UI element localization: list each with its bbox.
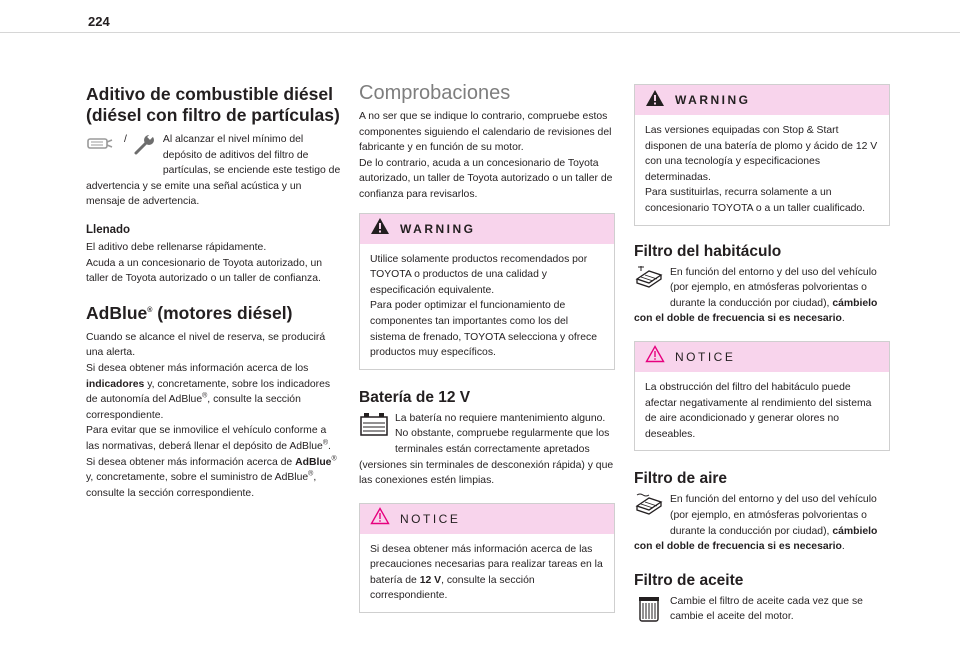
aceite-paragraph <box>634 594 890 625</box>
adblue-p2-reg: ® <box>202 392 208 400</box>
aceite-title: Filtro de aceite <box>634 571 744 589</box>
warning-box-header <box>360 214 614 244</box>
notice-triangle-icon-2 <box>645 345 665 368</box>
column-2 <box>359 84 615 613</box>
adblue-title-reg: ® <box>147 306 153 314</box>
adblue-p3-reg: ® <box>322 439 328 447</box>
notice-box-header <box>360 504 614 534</box>
warning-stopstart-p1: Las versiones equipadas con Stop & Start disponen de una batería de plomo y ácido de 12 V con una tecnología y especificaciones determinadas. <box>645 125 878 183</box>
adblue-p2-b: y, concretamente, sobre los indicadores de autonomía del AdBlue <box>86 378 331 406</box>
adblue-p4-b: y, concretamente, sobre el suministro de AdBlue <box>86 472 309 484</box>
adblue-p3-b: . <box>328 440 331 452</box>
adblue-p4-reg2: ® <box>308 470 314 478</box>
adblue-p2 <box>86 361 342 423</box>
comprobaciones-p2: De lo contrario, acuda a un concesionario de Toyota autorizado, un taller de Toyota autorizado o un taller de confianza para revisarlos. <box>359 157 613 200</box>
aditivo-title-line2: (diésel con filtro de partículas) <box>86 105 340 125</box>
notice-cabin-text: La obstrucción del filtro del habitáculo puede afectar negativamente al rendimiento del sistema de aire acondicionado y generar olores no deseables. <box>645 381 872 440</box>
adblue-p3-a: Para evitar que se inmovilice el vehículo conforme a las normativas, deberá llenar el depósito de AdBlue <box>86 425 327 452</box>
habitaculo-end: . <box>841 313 845 325</box>
adblue-p2-bold: indicadores <box>86 378 145 390</box>
warning-box-products <box>359 213 615 370</box>
comprobaciones-p1: A no ser que se indique lo contrario, compruebe estos componentes siguiendo el calendario de revisiones del fabricante y en función de su motor. <box>359 111 612 154</box>
column-3 <box>634 84 890 631</box>
notice-battery-bold: 12 V <box>419 574 442 586</box>
aditivo-title-line1: Aditivo de combustible diésel <box>86 84 333 104</box>
cabin-filter-icon <box>634 265 664 295</box>
llenado-title: Llenado <box>86 223 131 236</box>
warning-label: WARNING <box>400 221 476 236</box>
column-1 <box>86 84 342 501</box>
notice-box-cabin <box>634 341 890 451</box>
adblue-title <box>86 303 342 324</box>
adblue-p2-a: Si desea obtener más información acerca de los <box>86 362 309 374</box>
llenado-line2: Acuda a un concesionario de Toyota autorizado, un taller de Toyota autorizado o un taller de confianza. <box>86 257 323 285</box>
habitaculo-text: En función del entorno y del uso del vehículo (por ejemplo, en atmósferas polvorientas o durante la conducción por ciudad), <box>670 266 877 309</box>
page-number: 224 <box>88 14 110 29</box>
notice-battery-text <box>370 542 604 604</box>
notice-label-2: NOTICE <box>675 349 736 364</box>
adblue-title-b: (motores diésel) <box>152 302 293 323</box>
habitaculo-paragraph <box>634 265 890 327</box>
adblue-p4-reg: ® <box>331 455 337 463</box>
warning-triangle-icon <box>370 217 390 240</box>
warning-products-p1: Utilice solamente productos recomendados por TOYOTA o productos de una calidad y especificación equivalente. <box>370 253 588 296</box>
adblue-p4-bold: AdBlue <box>295 456 332 468</box>
aditivo-paragraph <box>86 132 342 210</box>
warning-label-2: WARNING <box>675 93 751 107</box>
aire-paragraph <box>634 492 890 554</box>
warning-triangle-icon-2 <box>645 89 665 112</box>
aire-end: . <box>841 541 845 553</box>
aditivo-text: Al alcanzar el nivel mínimo del depósito de aditivos del filtro de partículas, se enciende este testigo de advertencia y se emite una señal acústica y un mensaje de advertencia. <box>86 134 341 208</box>
aire-bold: cámbielo con el doble de frecuencia si es necesario <box>634 525 878 553</box>
notice-box-header-2 <box>635 342 889 372</box>
notice-box-battery <box>359 503 615 613</box>
header-rule <box>0 32 960 33</box>
warning-products-p2: Para poder optimizar el funcionamiento de componentes tan importantes como los del sistema de frenado, TOYOTA selecciona y ofrece productos muy específicos. <box>370 300 597 359</box>
llenado-line1: El aditivo debe rellenarse rápidamente. <box>86 241 267 253</box>
warning-box-stopstart <box>634 84 890 226</box>
aire-title: Filtro de aire <box>634 470 728 488</box>
notice-label: NOTICE <box>400 511 461 526</box>
notice-triangle-icon <box>370 507 390 530</box>
adblue-p4 <box>86 455 342 502</box>
adblue-p3 <box>86 423 342 454</box>
air-filter-icon <box>634 492 664 522</box>
warning-box-header-2 <box>635 85 889 115</box>
oil-filter-icon <box>634 594 664 630</box>
battery-icon <box>359 411 389 443</box>
aditivo-separator: / <box>124 134 127 145</box>
adblue-p1: Cuando se alcance el nivel de reserva, se producirá una alerta. <box>86 331 326 359</box>
aceite-text: Cambie el filtro de aceite cada vez que se cambie el aceite del motor. <box>670 595 863 623</box>
warning-stopstart-p2: Para sustituirlas, recurra solamente a un concesionario TOYOTA o a un taller cualificado. <box>645 187 866 214</box>
bateria-text: La batería no requiere mantenimiento alguno. No obstante, compruebe regularmente que los terminales están correctamente apretados (versiones sin terminales de desconexión rápida) y que las conexiones estén limpias. <box>359 412 614 487</box>
notice-battery-text-b: , consulte la sección correspondiente. <box>370 574 535 602</box>
adblue-p4-a: Si desea obtener más información acerca de <box>86 456 296 468</box>
adblue-p4-c: , consulte la sección correspondiente. <box>86 472 317 499</box>
habitaculo-title: Filtro del habitáculo <box>634 242 782 260</box>
wrench-icon <box>133 132 157 162</box>
comprobaciones-title: Comprobaciones <box>359 82 511 104</box>
adblue-title-a: AdBlue <box>86 302 148 323</box>
aire-text: En función del entorno y del uso del vehículo (por ejemplo, en atmósferas polvorientas o durante la conducción por ciudad), <box>670 494 877 537</box>
habitaculo-bold: cámbielo con el doble de frecuencia si es necesario <box>634 297 878 325</box>
adblue-p2-c: , consulte la sección correspondiente. <box>86 394 301 421</box>
fuel-additive-icon <box>86 132 114 160</box>
bateria-paragraph <box>359 411 615 489</box>
bateria-title: Batería de 12 V <box>359 388 471 406</box>
notice-battery-text-a: Si desea obtener más información acerca de las precauciones necesarias para realizar tareas en la batería de <box>370 543 603 586</box>
